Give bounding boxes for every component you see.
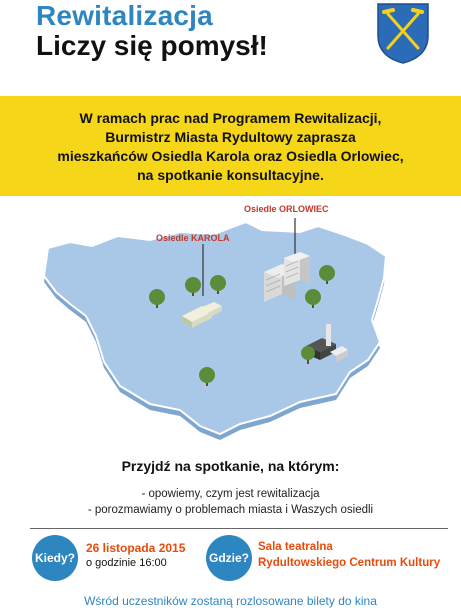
footer-note: Wśród uczestników zostaną rozlosowane bilety do kina bbox=[84, 594, 377, 608]
label-osiedle-orlowiec: Osiedle ORLOWIEC bbox=[244, 204, 329, 214]
invite-bullets bbox=[0, 486, 461, 518]
bullet-item: - porozmawiamy o problemach miasta i Waszych osiedli bbox=[87, 504, 374, 516]
banner-line: Burmistrz Miasta Rydultowy zaprasza bbox=[105, 129, 356, 145]
title-slogan: Liczy się pomysł! bbox=[36, 30, 268, 61]
banner-line: mieszkańców Osiedla Karola oraz Osiedla Orlowiec, bbox=[57, 148, 404, 164]
banner-line: W ramach prac nad Programem Rewitalizacji, bbox=[79, 110, 382, 126]
event-time: o godzinie 16:00 bbox=[86, 557, 167, 569]
banner-line: na spotkanie konsultacyjne. bbox=[137, 167, 324, 183]
where-badge: Gdzie? bbox=[206, 535, 252, 581]
city-map-illustration bbox=[0, 196, 461, 440]
bullet-item: - opowiemy, czym jest rewitalizacja bbox=[141, 488, 320, 500]
label-osiedle-karola: Osiedle KAROLA bbox=[156, 233, 230, 243]
event-venue-name: Rydultowskiego Centrum Kultury bbox=[258, 557, 441, 569]
banner-text bbox=[0, 109, 461, 185]
map-svg bbox=[0, 196, 461, 440]
title-rewitalizacja: Rewitalizacja bbox=[36, 0, 213, 31]
invitation-banner bbox=[0, 96, 461, 196]
coat-of-arms-icon bbox=[376, 2, 430, 64]
event-venue: Sala teatralna bbox=[258, 541, 333, 553]
event-date: 26 listopada 2015 bbox=[86, 541, 186, 555]
invite-heading: Przyjdź na spotkanie, na którym: bbox=[121, 458, 340, 474]
divider bbox=[30, 528, 448, 529]
map-region bbox=[44, 222, 386, 434]
when-badge: Kiedy? bbox=[32, 535, 78, 581]
